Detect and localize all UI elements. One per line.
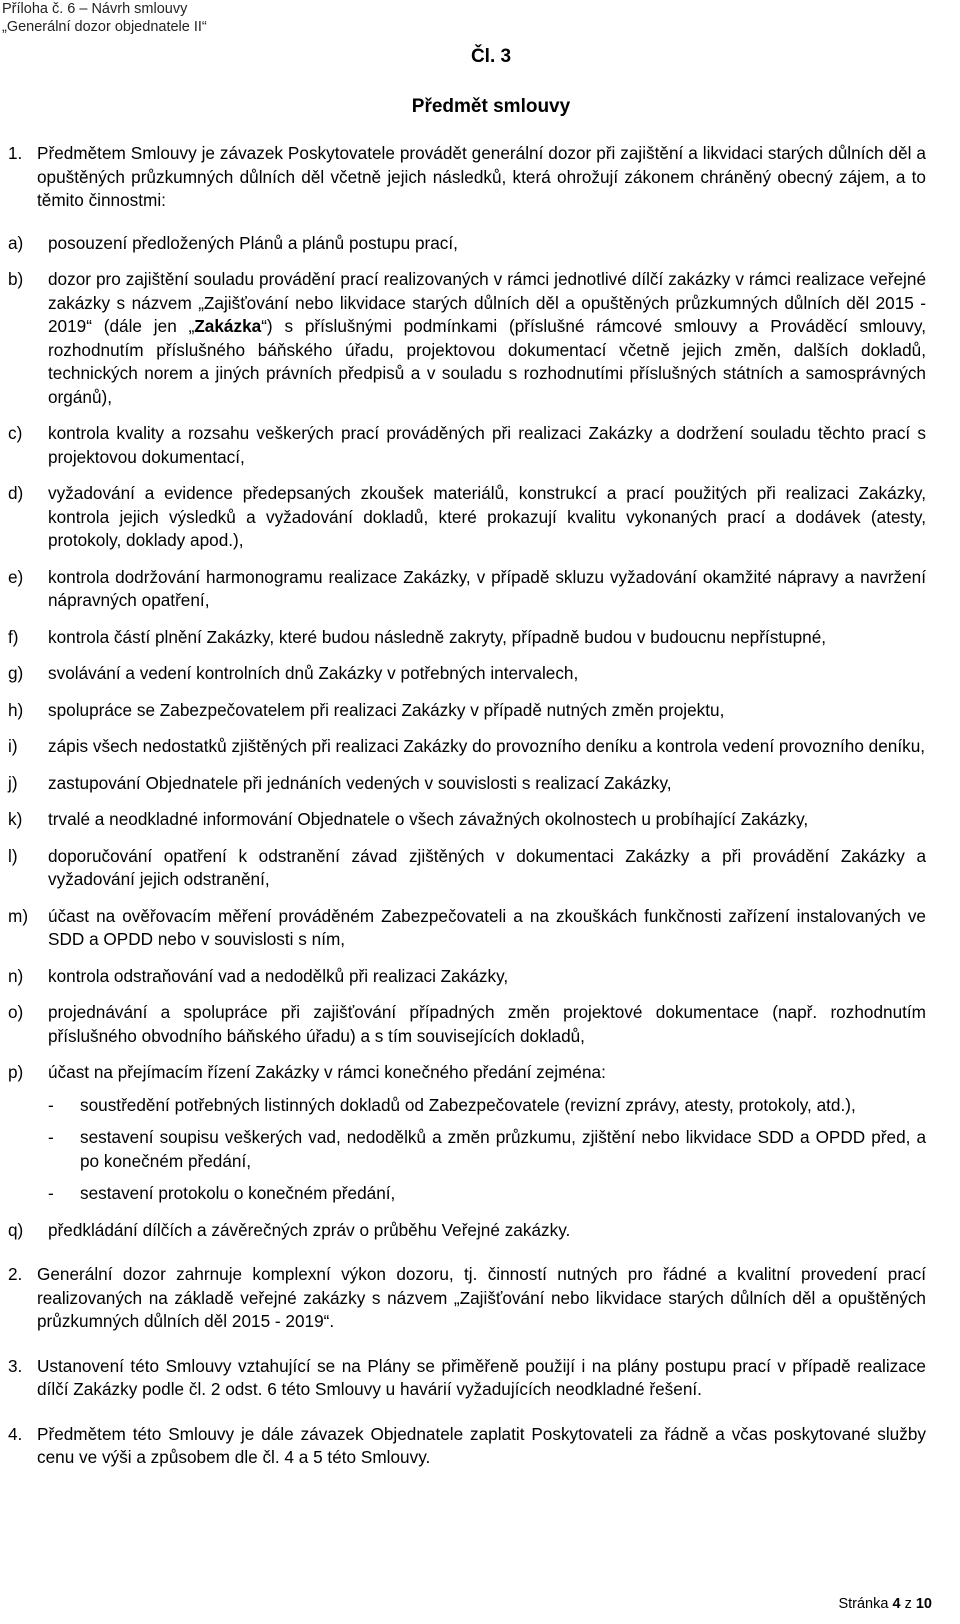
list-item-text <box>48 268 926 409</box>
list-item <box>8 1061 926 1085</box>
paragraph-number: 3. <box>8 1355 23 1376</box>
list-item <box>8 482 926 553</box>
list-item <box>8 1219 926 1243</box>
header-line-2: „Generální dozor objednatele II“ <box>2 19 207 35</box>
dash-item <box>48 1126 926 1173</box>
list-item-letter: c) <box>8 423 23 443</box>
paragraph-1 <box>8 142 926 213</box>
list-item-letter: k) <box>8 809 23 829</box>
page-footer <box>838 1596 932 1612</box>
paragraph-number: 1. <box>8 143 23 163</box>
paragraph-text: Předmětem této Smlouvy je dále závazek Objednatele zaplatit Poskytovateli za řádně a včas poskytované služby cenu ve výši a způsobem dle čl. 4 a 5 této Smlouvy. <box>37 1423 926 1467</box>
list-item <box>8 772 926 796</box>
list-item-text: předkládání dílčích a závěrečných zpráv o průběhu Veřejné zakázky. <box>48 1219 571 1240</box>
list-item-text-part: “) s příslušnými podmínkami (příslušné rámcové smlouvy a Prováděcí smlouvy, rozhodnutím příslušného báňského úřadu, projektovou dokumentací včetně jejich změn, dalších dokladů, technických norem a jiných právních předpisů a v souladu s rozhodnutími příslušných státních a samosprávných orgánů), <box>48 316 926 407</box>
list-item <box>8 662 926 686</box>
header-line-1: Příloha č. 6 – Návrh smlouvy <box>2 1 188 17</box>
list-item-letter: p) <box>8 1062 24 1082</box>
list-item <box>8 566 926 613</box>
paragraph-text: Generální dozor zahrnuje komplexní výkon dozoru, tj. činností nutných pro řádné a kvalitní provedení prací realizovaných na základě veřejné zakázky s názvem „Zajišťování nebo likvidace starých důlních děl a opuštěných průzkumných důlních děl 2015 - 2019“. <box>37 1264 926 1331</box>
list-item-text: kontrola částí plnění Zakázky, které budou následně zakryty, případně budou v budoucnu nepřístupné, <box>48 626 827 647</box>
list-item <box>8 232 926 256</box>
list-item-letter: j) <box>8 772 18 793</box>
footer-label: Stránka <box>838 1596 889 1612</box>
list-item-letter: q) <box>8 1219 24 1240</box>
activity-list <box>8 232 926 1243</box>
dash-mark: - <box>48 1094 54 1115</box>
list-item-text: účast na přejímacím řízení Zakázky v rámci konečného předání zejména: <box>48 1062 606 1082</box>
paragraph-text: Ustanovení této Smlouvy vztahující se na Plány se přiměřeně použijí i na plány postupu prací v případě realizace dílčí Zakázky podle čl. 2 odst. 6 této Smlouvy u havárií vyžadujících neodkladné řešení. <box>37 1355 926 1399</box>
list-item <box>8 626 926 650</box>
list-item-letter: m) <box>8 905 29 926</box>
paragraph-number: 4. <box>8 1423 23 1444</box>
list-item <box>8 268 926 409</box>
dash-mark: - <box>48 1183 54 1203</box>
list-item-text: kontrola dodržování harmonogramu realizace Zakázky, v případě skluzu vyžadování okamžité nápravy a navržení nápravných opatření, <box>48 566 926 610</box>
paragraph-number: 2. <box>8 1264 23 1284</box>
list-item-letter: b) <box>8 269 24 289</box>
list-item-text: doporučování opatření k odstranění závad zjištěných v dokumentaci Zakázky a při provádění Zakázky a vyžadování jejich odstranění, <box>48 845 926 889</box>
list-item-text: vyžadování a evidence předepsaných zkoušek materiálů, konstrukcí a prací použitých při realizaci Zakázky, kontrola jejich výsledků a vyžadování dokladů, které prokazují kvalitu vykonaných prací a dodávek (atesty, protokoly, doklady apod.), <box>48 483 926 550</box>
list-item-letter: i) <box>8 736 18 756</box>
list-item <box>8 808 926 832</box>
list-item-text: kontrola odstraňování vad a nedodělků při realizaci Zakázky, <box>48 965 509 986</box>
list-item-text: svolávání a vedení kontrolních dnů Zakázky v potřebných intervalech, <box>48 663 579 683</box>
footer-page: 4 <box>892 1596 901 1612</box>
paragraph-3 <box>8 1355 926 1402</box>
list-item-text: trvalé a neodkladné informování Objednatele o všech závažných okolnostech u probíhající Zakázky, <box>48 809 809 829</box>
paragraph-text: Předmětem Smlouvy je závazek Poskytovatele provádět generální dozor při zajištění a likvidaci starých důlních děl a opuštěných průzkumných důlních děl včetně jejich následků, která ohrožují zákonem chráněný obecný zájem, a to těmito činnostmi: <box>37 143 926 210</box>
footer-of: z <box>904 1596 912 1612</box>
article-body <box>8 142 926 1470</box>
list-item-text: posouzení předložených Plánů a plánů postupu prací, <box>48 232 458 253</box>
list-item-text-part: dozor pro zajištění souladu provádění prací realizovaných v rámci jednotlivé dílčí zakázky v rámci realizace veřejné zakázky s názvem „Zajišťování nebo likvidace starých důlních děl a opuštěných průzkumných důlních děl 2015 - 2019“ (dále jen „ <box>48 269 926 336</box>
list-item <box>8 422 926 469</box>
list-item <box>8 1001 926 1048</box>
article-number: Čl. 3 <box>470 46 512 67</box>
list-item <box>8 735 926 759</box>
dash-item <box>48 1094 926 1118</box>
list-item-text: účast na ověřovacím měření prováděném Zabezpečovateli a na zkouškách funkčnosti zařízení instalovaných ve SDD a OPDD nebo v souvislosti s ním, <box>48 905 926 949</box>
list-item <box>8 905 926 952</box>
paragraph-4 <box>8 1423 926 1470</box>
dash-mark: - <box>48 1127 54 1147</box>
paragraph-2 <box>8 1263 926 1334</box>
list-item-letter: a) <box>8 232 24 253</box>
list-item-text: kontrola kvality a rozsahu veškerých prací prováděných při realizaci Zakázky a dodržení souladu těchto prací s projektovou dokumentací, <box>48 423 926 467</box>
dash-item-text: sestavení protokolu o konečném předání, <box>80 1183 396 1203</box>
list-item-letter: f) <box>8 626 19 647</box>
list-item-text: spolupráce se Zabezpečovatelem při realizaci Zakázky v případě nutných změn projektu, <box>48 699 725 720</box>
list-item-text: projednávání a spolupráce při zajišťování případných změn projektové dokumentace (např. rozhodnutím příslušného obvodního báňského úřadu) a s tím souvisejících dokladů, <box>48 1002 926 1046</box>
defined-term: Zakázka <box>194 316 262 336</box>
dash-item-text: sestavení soupisu veškerých vad, nedodělků a změn průzkumu, zjištění nebo likvidace SDD a OPDD před, a po konečném předání, <box>80 1127 926 1171</box>
list-item-letter: d) <box>8 483 24 503</box>
dash-item-text: soustředění potřebných listinných dokladů od Zabezpečovatele (revizní zprávy, atesty, protokoly, atd.), <box>80 1094 856 1115</box>
footer-total: 10 <box>915 1596 932 1612</box>
list-item <box>8 845 926 892</box>
list-item-letter: g) <box>8 663 24 683</box>
document-header <box>2 0 207 36</box>
list-item-letter: l) <box>8 845 18 866</box>
list-item <box>8 699 926 723</box>
list-item-letter: o) <box>8 1002 24 1022</box>
list-item-letter: h) <box>8 699 24 720</box>
list-item-text: zápis všech nedostatků zjištěných při realizaci Zakázky do provozního deníku a kontrola vedení provozního deníku, <box>48 736 926 756</box>
list-item-letter: e) <box>8 566 24 587</box>
list-item <box>8 965 926 989</box>
list-item-letter: n) <box>8 965 24 986</box>
list-item-text: zastupování Objednatele při jednáních vedených v souvislosti s realizací Zakázky, <box>48 772 672 793</box>
dash-item <box>48 1182 926 1206</box>
article-title: Předmět smlouvy <box>411 96 571 117</box>
